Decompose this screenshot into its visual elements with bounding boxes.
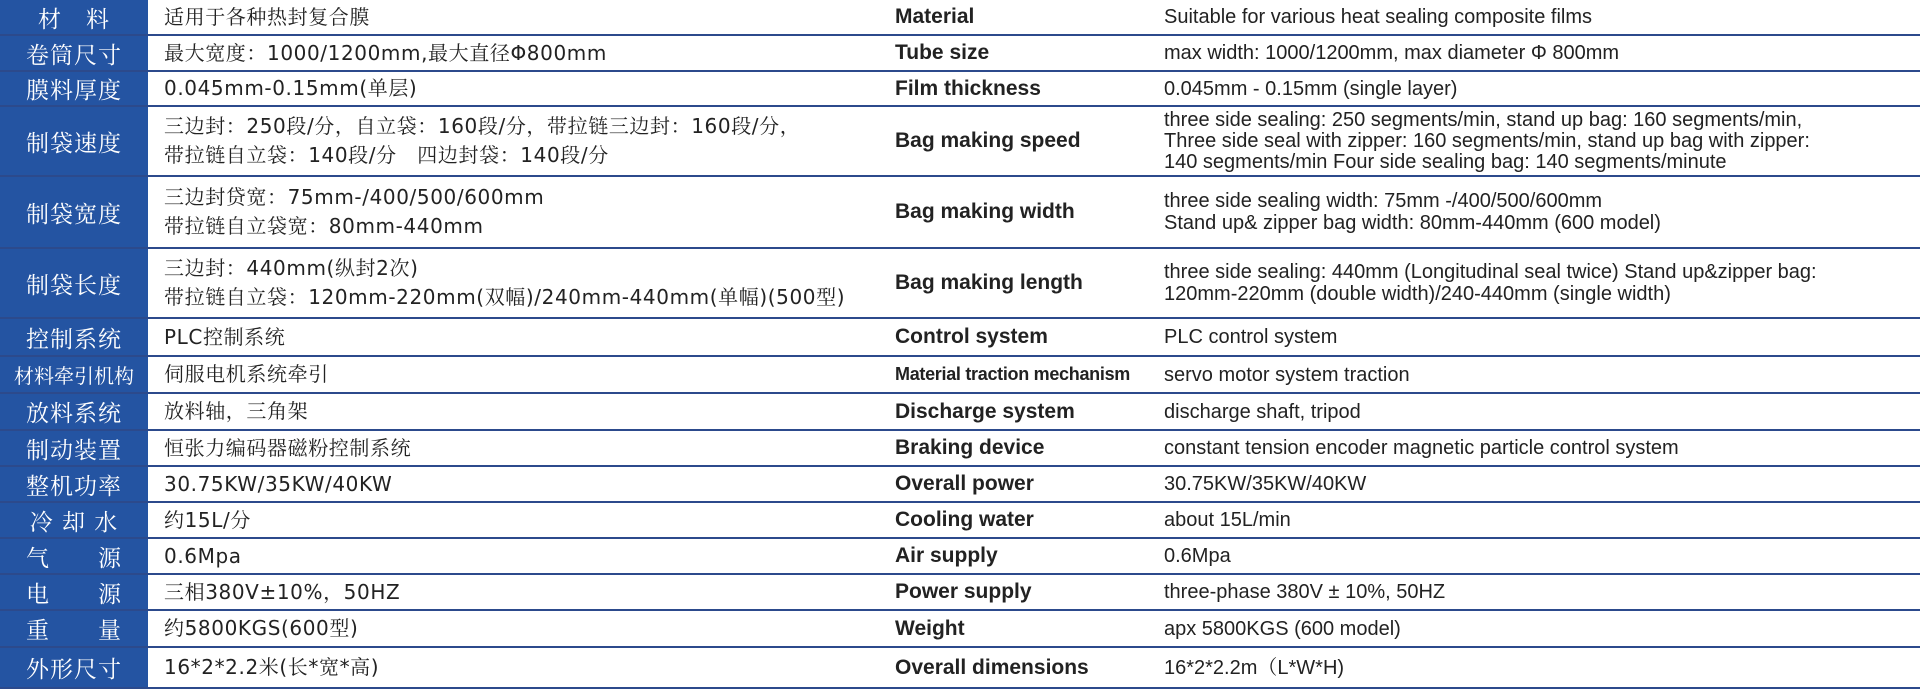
cn-value-cell xyxy=(150,539,892,573)
cn-value-line: 带拉链自立袋宽：80mm-440mm xyxy=(164,214,484,238)
cn-value-line: 三边封：250段/分，自立袋：160段/分，带拉链三边封：160段/分， xyxy=(164,114,801,138)
cn-label-cell: 制袋宽度 xyxy=(0,177,150,247)
cn-label-cell: 制动装置 xyxy=(0,431,150,465)
cn-value-line: 0.045mm-0.15mm(单层) xyxy=(164,76,418,100)
cn-label-cell: 重 量 xyxy=(0,611,150,646)
en-value-cell xyxy=(1162,539,1920,573)
en-label-cell: Tube size xyxy=(895,41,990,64)
en-label-cell: Weight xyxy=(895,616,965,640)
en-value-cell xyxy=(1162,177,1920,247)
cn-value-cell xyxy=(150,575,892,609)
cn-label-cell: 膜料厚度 xyxy=(0,72,150,105)
cn-label-cell: 制袋速度 xyxy=(0,107,150,175)
en-value-cell xyxy=(1162,319,1920,355)
table-row xyxy=(0,431,1920,467)
en-label-cell: Air supply xyxy=(895,544,998,567)
table-row xyxy=(0,575,1920,611)
cn-value-cell xyxy=(150,394,892,429)
en-value-line: apx 5800KGS (600 model) xyxy=(1164,617,1401,640)
en-label-cell: Material traction mechanism xyxy=(895,364,1130,384)
cn-value-cell xyxy=(150,431,892,465)
en-value-line: three side sealing width: 75mm -/400/500/600mm xyxy=(1164,190,1603,212)
en-value-cell xyxy=(1162,394,1920,429)
en-value-line: PLC control system xyxy=(1164,326,1338,348)
table-row xyxy=(0,467,1920,503)
table-row xyxy=(0,177,1920,249)
table-row xyxy=(0,249,1920,319)
en-value-line: servo motor system traction xyxy=(1164,363,1410,386)
en-value-line: discharge shaft, tripod xyxy=(1164,400,1361,423)
en-value-line: 30.75KW/35KW/40KW xyxy=(1164,473,1367,495)
table-row xyxy=(0,72,1920,107)
en-value-cell xyxy=(1162,575,1920,609)
en-label-cell: Control system xyxy=(895,325,1048,348)
en-value-line: Suitable for various heat sealing composite films xyxy=(1164,6,1592,28)
cn-label-cell: 制袋长度 xyxy=(0,249,150,317)
cn-value-line: 三相380V±10%，50HZ xyxy=(164,579,401,604)
en-label-cell: Power supply xyxy=(895,580,1032,603)
cn-value-line: 带拉链自立袋：120mm-220mm(双幅)/240mm-440mm(单幅)(500型) xyxy=(164,285,846,309)
cn-value-cell xyxy=(150,249,892,317)
en-label-cell: Material xyxy=(895,5,975,28)
en-label-cell: Discharge system xyxy=(895,399,1075,423)
cn-label-cell: 电 源 xyxy=(0,575,150,609)
en-value-line: Three side seal with zipper: 160 segments/min, stand up bag with zipper: xyxy=(1164,129,1810,152)
en-value-line: max width: 1000/1200mm, max diameter Φ 800mm xyxy=(1164,42,1620,64)
cn-value-line: 三边封贷宽：75mm-/400/500/600mm xyxy=(164,185,545,209)
cn-label-cell: 气 源 xyxy=(0,539,150,573)
cn-value-line: 适用于各种热封复合膜 xyxy=(164,4,370,29)
en-label-cell: Overall dimensions xyxy=(895,655,1089,679)
en-value-line: three-phase 380V ± 10%, 50HZ xyxy=(1164,581,1446,603)
cn-value-line: 30.75KW/35KW/40KW xyxy=(164,471,393,496)
cn-value-line: 约5800KGS(600型) xyxy=(164,616,359,640)
table-row xyxy=(0,107,1920,177)
table-row xyxy=(0,394,1920,431)
en-value-line: 0.045mm - 0.15mm (single layer) xyxy=(1164,77,1458,100)
en-value-cell xyxy=(1162,431,1920,465)
cn-value-line: 最大宽度：1000/1200mm,最大直径Φ800mm xyxy=(164,40,607,65)
cn-label-cell: 整机功率 xyxy=(0,467,150,501)
en-value-cell xyxy=(1162,503,1920,537)
en-value-line: about 15L/min xyxy=(1164,509,1291,531)
cn-value-line: 放料轴，三角架 xyxy=(164,399,309,423)
en-value-line: three side sealing: 440mm (Longitudinal seal twice) Stand up&zipper bag: xyxy=(1164,261,1817,283)
table-row xyxy=(0,648,1920,689)
cn-label-cell: 材 料 xyxy=(0,0,150,34)
cn-value-line: PLC控制系统 xyxy=(164,324,286,349)
cn-value-cell xyxy=(150,357,892,392)
cn-value-cell xyxy=(150,177,892,247)
en-value-cell xyxy=(1162,36,1920,70)
cn-value-cell xyxy=(150,107,892,175)
en-value-cell xyxy=(1162,611,1920,646)
cn-label-cell: 冷 却 水 xyxy=(0,503,150,537)
table-row xyxy=(0,503,1920,539)
cn-value-cell xyxy=(150,648,892,687)
en-value-cell xyxy=(1162,107,1920,175)
en-value-line: 0.6Mpa xyxy=(1164,545,1231,567)
cn-label-cell: 卷筒尺寸 xyxy=(0,36,150,70)
en-value-cell xyxy=(1162,0,1920,34)
cn-value-cell xyxy=(150,72,892,105)
cn-value-line: 0.6Mpa xyxy=(164,543,242,568)
cn-value-cell xyxy=(150,319,892,355)
cn-value-line: 伺服电机系统牵引 xyxy=(164,362,329,386)
cn-value-cell xyxy=(150,467,892,501)
en-value-line: 120mm-220mm (double width)/240-440mm (single width) xyxy=(1164,283,1671,305)
en-value-line: three side sealing: 250 segments/min, stand up bag: 160 segments/min, xyxy=(1164,108,1803,131)
en-value-line: 16*2*2.2m（L*W*H) xyxy=(1164,656,1345,679)
cn-value-line: 三边封：440mm(纵封2次) xyxy=(164,256,419,280)
cn-value-line: 约15L/分 xyxy=(164,507,251,532)
en-label-cell: Bag making length xyxy=(895,271,1083,294)
cn-value-line: 恒张力编码器磁粉控制系统 xyxy=(164,435,412,460)
cn-value-line: 16*2*2.2米(长*宽*高) xyxy=(164,655,380,679)
cn-value-cell xyxy=(150,611,892,646)
en-label-cell: Braking device xyxy=(895,436,1045,459)
en-label-cell: Cooling water xyxy=(895,508,1034,531)
en-value-cell xyxy=(1162,249,1920,317)
table-row xyxy=(0,319,1920,357)
en-value-cell xyxy=(1162,72,1920,105)
table-row xyxy=(0,0,1920,36)
cn-label-cell: 控制系统 xyxy=(0,319,150,355)
cn-value-line: 带拉链自立袋：140段/分 四边封袋：140段/分 xyxy=(164,143,609,167)
en-value-cell xyxy=(1162,357,1920,392)
en-label-cell: Overall power xyxy=(895,472,1034,495)
cn-label-cell: 外形尺寸 xyxy=(0,648,150,687)
table-row xyxy=(0,357,1920,394)
en-value-cell xyxy=(1162,648,1920,687)
cn-label-cell: 放料系统 xyxy=(0,394,150,429)
en-value-line: Stand up& zipper bag width: 80mm-440mm (600 model) xyxy=(1164,212,1661,234)
table-row xyxy=(0,611,1920,648)
cn-label-cell: 材料牵引机构 xyxy=(0,357,150,392)
en-label-cell: Film thickness xyxy=(895,76,1041,100)
cn-value-cell xyxy=(150,0,892,34)
table-row xyxy=(0,36,1920,72)
cn-value-cell xyxy=(150,503,892,537)
en-label-cell: Bag making speed xyxy=(895,129,1081,152)
en-value-cell xyxy=(1162,467,1920,501)
en-label-cell: Bag making width xyxy=(895,200,1075,223)
en-value-line: 140 segments/min Four side sealing bag: 140 segments/minute xyxy=(1164,150,1727,173)
cn-value-cell xyxy=(150,36,892,70)
en-value-line: constant tension encoder magnetic particle control system xyxy=(1164,437,1679,459)
table-row xyxy=(0,539,1920,575)
